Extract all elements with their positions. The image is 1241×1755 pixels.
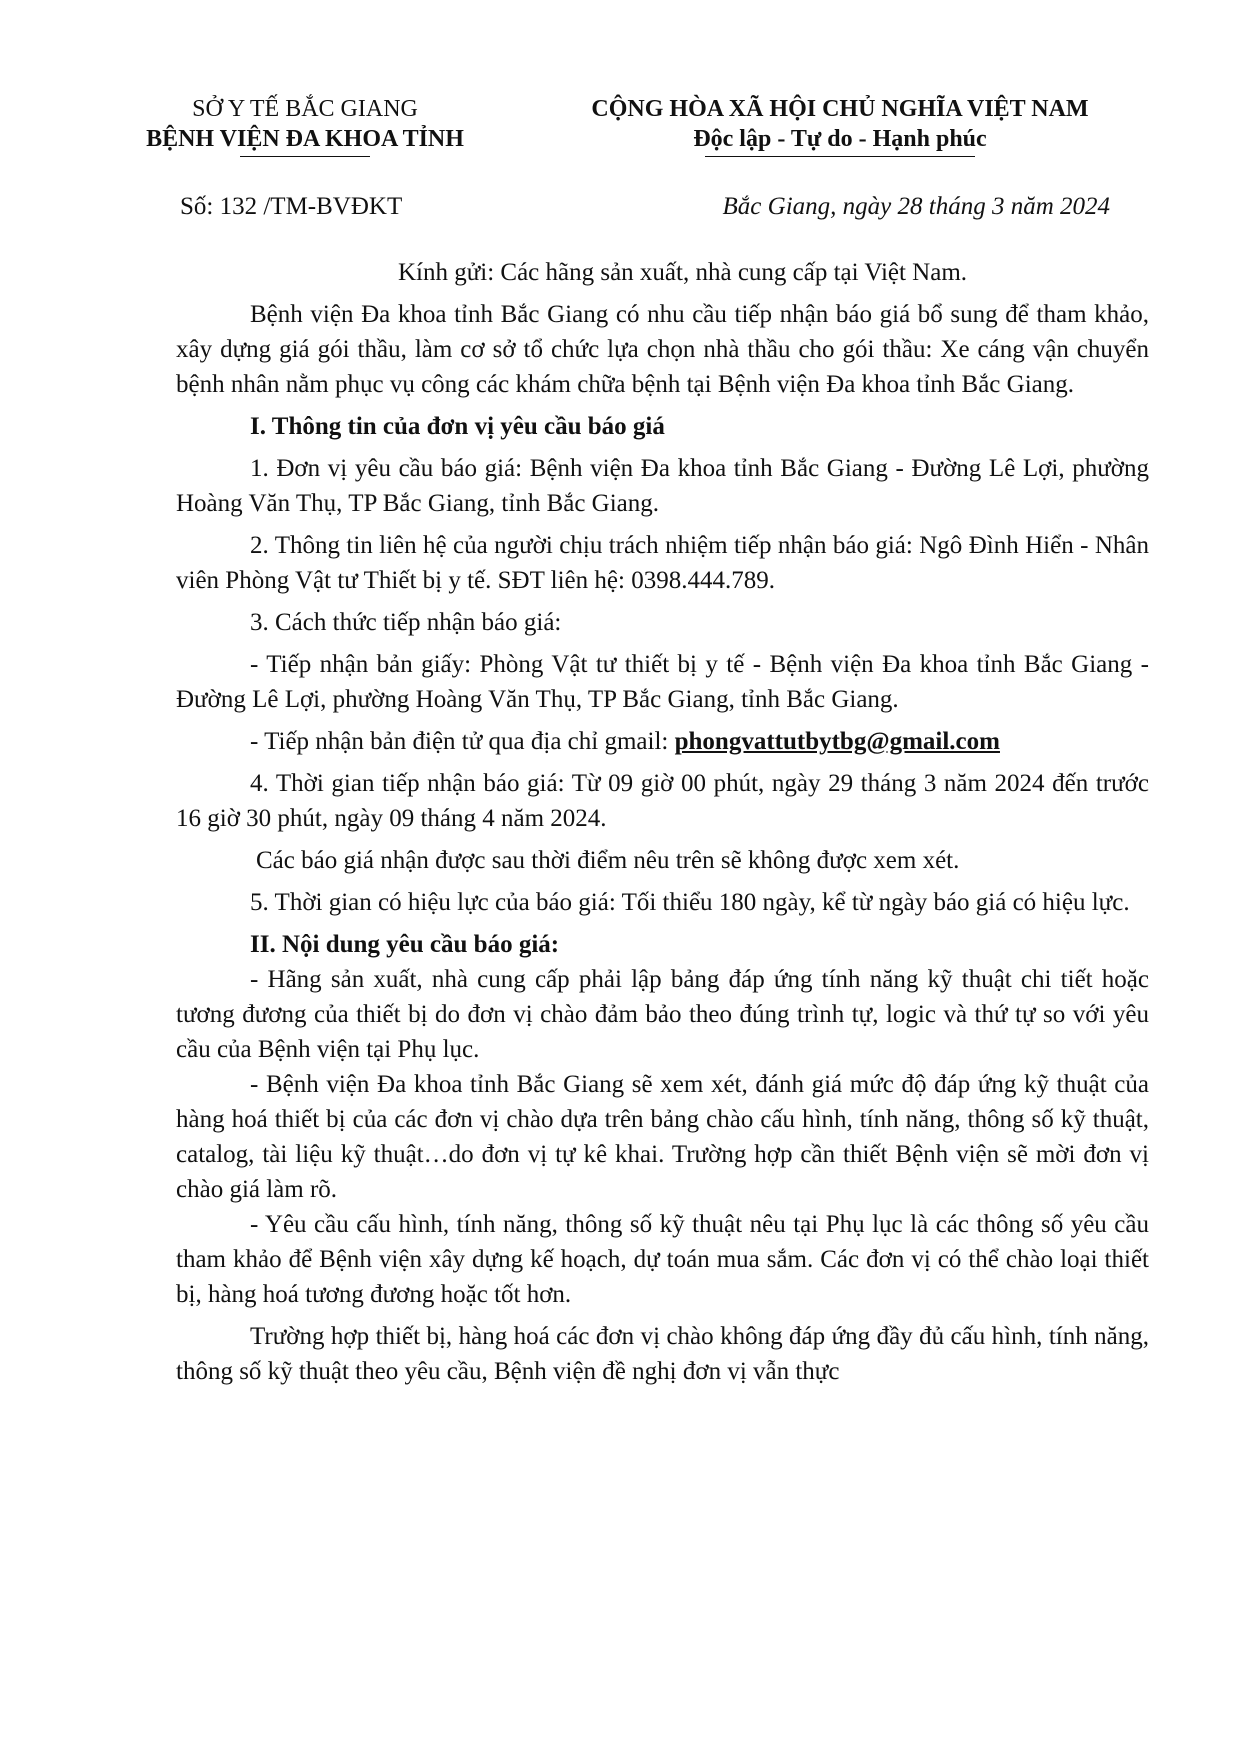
section-1-item-5: 5. Thời gian có hiệu lực của báo giá: Tối thiểu 180 ngày, kể từ ngày báo giá có hiệu lực. (250, 889, 1130, 916)
section-2-paragraph-2: - Bệnh viện Đa khoa tỉnh Bắc Giang sẽ xem xét, đánh giá mức độ đáp ứng kỹ thuật của hàng hoá thiết bị của các đơn vị chào dựa trên bảng chào cấu hình, tính năng, thông số kỹ thuật, catalog, tài liệu kỹ thuật…do đơn vị tự kê khai. Trường hợp cần thiết Bệnh viện sẽ mời đơn vị chào giá làm rõ. (176, 1071, 1149, 1203)
email-address[interactable]: phongvattutbytbg@gmail.com (674, 728, 1000, 755)
place-and-date: Bắc Giang, ngày 28 tháng 3 năm 2024 (722, 193, 1110, 220)
recipient-line: Kính gửi: Các hãng sản xuất, nhà cung cấp tại Việt Nam. (397, 259, 968, 286)
section-1-item-4-note: Các báo giá nhận được sau thời điểm nêu trên sẽ không được xem xét. (256, 847, 960, 874)
document-number: Số: 132 /TM-BVĐKT (180, 193, 403, 220)
letter-body (176, 255, 1149, 1396)
section-2-paragraph-3: - Yêu cầu cấu hình, tính năng, thông số kỹ thuật nêu tại Phụ lục là các thông số yêu cầu tham khảo để Bệnh viện xây dựng kế hoạch, dự toán mua sắm. Các đơn vị có thể chào loại thiết bị, hàng hoá tương đương hoặc tốt hơn. (176, 1211, 1149, 1308)
hospital-name: BỆNH VIỆN ĐA KHOA TỈNH (146, 126, 464, 152)
national-motto: Độc lập - Tự do - Hạnh phúc (693, 126, 987, 152)
organization-underline (240, 156, 370, 157)
section-1-item-1: 1. Đơn vị yêu cầu báo giá: Bệnh viện Đa khoa tỉnh Bắc Giang - Đường Lê Lợi, phường Hoàng Văn Thụ, TP Bắc Giang, tỉnh Bắc Giang. (176, 455, 1149, 517)
section-1-item-3: 3. Cách thức tiếp nhận báo giá: (250, 609, 562, 636)
issuing-organization (110, 94, 500, 157)
department-name: SỞ Y TẾ BẮC GIANG (192, 96, 418, 122)
section-1-heading: I. Thông tin của đơn vị yêu cầu báo giá (250, 413, 665, 440)
national-heading (540, 94, 1140, 157)
reference-line (180, 189, 1120, 223)
intro-paragraph: Bệnh viện Đa khoa tỉnh Bắc Giang có nhu cầu tiếp nhận báo giá bổ sung để tham khảo, xây dựng giá gói thầu, làm cơ sở tổ chức lựa chọn nhà thầu cho gói thầu: Xe cáng vận chuyển bệnh nhân nằm phục vụ công các khám chữa bệnh tại Bệnh viện Đa khoa tỉnh Bắc Giang. (176, 301, 1149, 398)
section-1-item-2: 2. Thông tin liên hệ của người chịu trách nhiệm tiếp nhận báo giá: Ngô Đình Hiển - Nhân viên Phòng Vật tư Thiết bị y tế. SĐT liên hệ: 0398.444.789. (176, 532, 1149, 594)
section-1-item-3-email-line (176, 724, 1149, 759)
section-2-paragraph-1: - Hãng sản xuất, nhà cung cấp phải lập bảng đáp ứng tính năng kỹ thuật chi tiết hoặc tương đương của thiết bị do đơn vị chào đảm bảo theo đúng trình tự, logic và thứ tự so với yêu cầu của Bệnh viện tại Phụ lục. (176, 966, 1149, 1063)
section-2-paragraph-4: Trường hợp thiết bị, hàng hoá các đơn vị chào không đáp ứng đầy đủ cấu hình, tính năng, thông số kỹ thuật theo yêu cầu, Bệnh viện đề nghị đơn vị vẫn thực (176, 1323, 1149, 1385)
section-1-item-3-paper: - Tiếp nhận bản giấy: Phòng Vật tư thiết bị y tế - Bệnh viện Đa khoa tỉnh Bắc Giang - Đường Lê Lợi, phường Hoàng Văn Thụ, TP Bắc Giang, tỉnh Bắc Giang. (176, 651, 1149, 713)
country-name: CỘNG HÒA XÃ HỘI CHỦ NGHĨA VIỆT NAM (591, 96, 1089, 122)
section-2-heading: II. Nội dung yêu cầu báo giá: (250, 931, 560, 958)
motto-underline (705, 156, 975, 157)
letter-header (110, 94, 1160, 164)
section-1-item-4: 4. Thời gian tiếp nhận báo giá: Từ 09 giờ 00 phút, ngày 29 tháng 3 năm 2024 đến trước 16 giờ 30 phút, ngày 09 tháng 4 năm 2024. (176, 770, 1149, 832)
email-label: - Tiếp nhận bản điện tử qua địa chỉ gmail: (250, 728, 675, 755)
